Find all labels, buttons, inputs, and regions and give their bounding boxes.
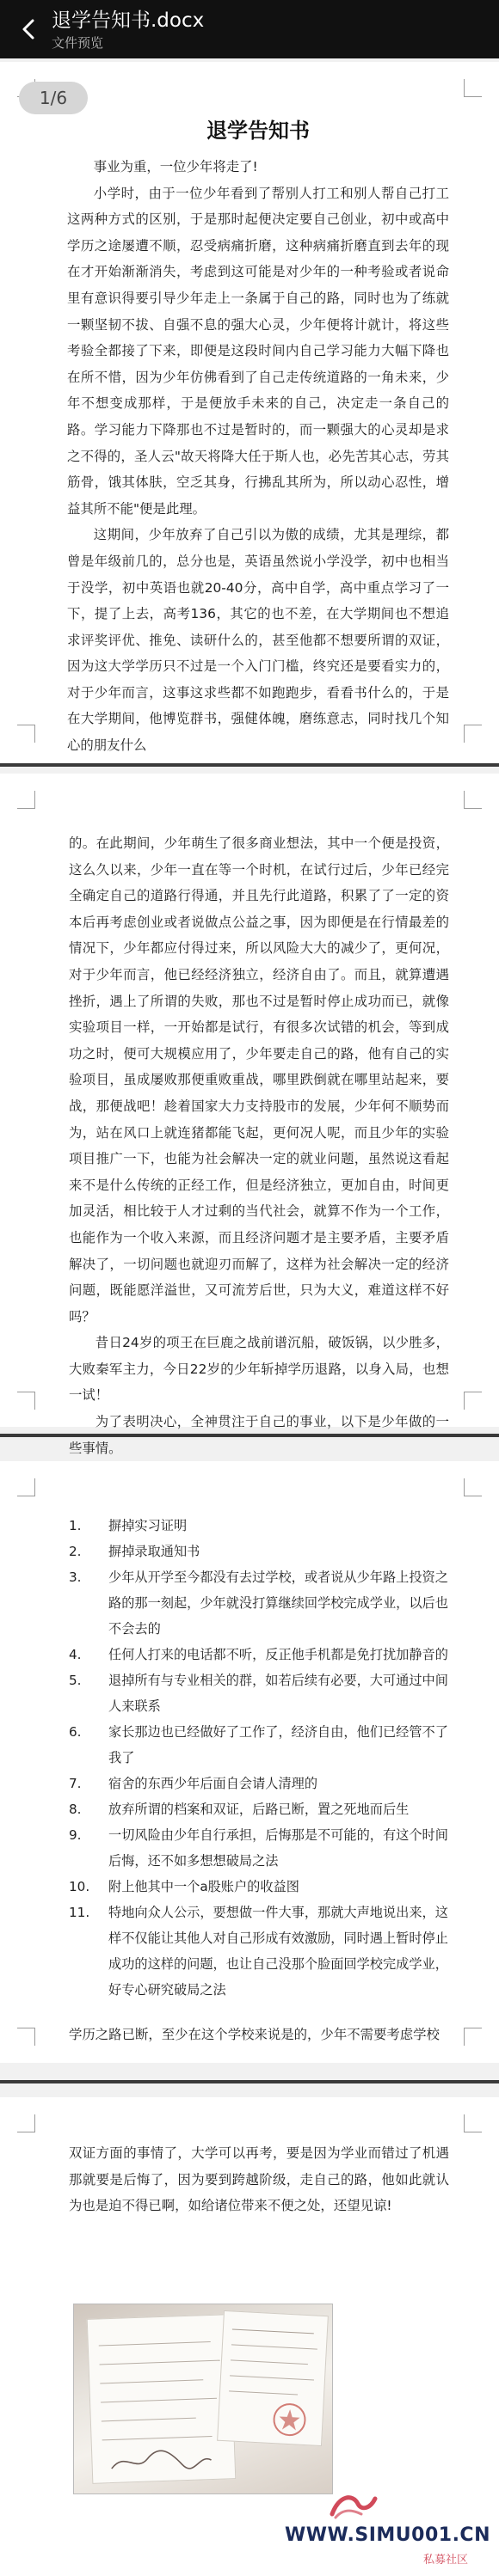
document-page-1 — [0, 62, 499, 767]
document-page-3 — [0, 1461, 499, 2063]
paragraph: 事业为重，一位少年将走了! — [93, 159, 258, 174]
list-item-text: 任何人打来的电话都不听，反正他手机都是免打扰加静音的 — [108, 1647, 448, 1662]
list-item-number: 6. — [69, 1724, 82, 1740]
page-corner-mark — [464, 79, 482, 97]
page-corner-mark — [464, 1392, 482, 1410]
page-separator — [0, 763, 499, 767]
site-watermark — [285, 2488, 490, 2570]
watermark-subtitle: 私募社区 — [422, 2554, 468, 2567]
list-item-text: 一切风险由少年自行承担，后悔那是不可能的，有这个时间后悔，还不如多想想破局之法 — [108, 1827, 448, 1869]
page-corner-mark — [17, 1392, 35, 1410]
list-item — [69, 1796, 449, 1822]
list-item-number: 3. — [69, 1569, 82, 1585]
list-item — [69, 1667, 449, 1719]
watermark-brand: WWW.SIMU001.CN — [285, 2524, 490, 2546]
document-title: 退学告知书 — [206, 119, 310, 143]
list-item-text: 家长那边也已经做好了工作了，经济自由，他们已经管不了我了 — [108, 1724, 448, 1765]
list-item — [69, 1513, 449, 1539]
list-item — [69, 1539, 449, 1564]
paragraph: 为了表明决心，全神贯注于自己的事业，以下是少年做的一些事情。 — [69, 1414, 449, 1456]
file-preview-label: 文件预览 — [52, 35, 104, 51]
list-item — [69, 1874, 449, 1900]
list-item-number: 1. — [69, 1518, 82, 1533]
page-indicator: 1/6 — [19, 82, 88, 114]
list-item — [69, 1771, 449, 1796]
list-item-number: 4. — [69, 1647, 82, 1662]
list-item-text: 宿舍的东西少年后面自会请人清理的 — [108, 1776, 317, 1791]
page-corner-mark — [17, 791, 35, 809]
signature-scribble-icon — [109, 2444, 213, 2477]
list-item-number: 11. — [69, 1905, 90, 1920]
list-item — [69, 1642, 449, 1667]
paragraph: 的。在此期间，少年萌生了很多商业想法，其中一个便是投资，这么久以来，少年一直在等一个时机，在试行过后，少年已经完全确定自己的道路行得通，并且先行此道路，积累了了一定的资本后再考虑创业或者说做点公益之事，因为即便是在行情最差的情况下，少年都应付得过来，所以风险大大的减少了，更何况，对于少年而言，他已经经济独立，经济自由了。而且，就算遭遇挫折，遇上了所谓的失败，那也不过是暂时停止成功而已，就像实验项目一样，一开始都是试行，有很多次试错的机会，等到成功之时，便可大规模应用了，少年要走自己的路，他有自己的实验项目，虽成屡败那便重败重战，哪里跌倒就在哪里站起来，要战，那便战吧！趁着国家大力支持股市的发展，少年何不顺势而为，站在风口上就连猪都能飞起，更何况人呢，而且少年的实验项目推广一下，也能为社会解决一定的就业问题，虽然说这看起来不是什么传统的正经工作，但是经济独立，更加自由，时间更加灵活，相比较于人才过剩的当代社会，就算不作为一个工作，也能作为一个收入来源，而且经济问题才是主要矛盾，主要矛盾解决了，一切问题也就迎刃而解了，这样为社会解决一定的经济问题，既能愿洋溢世，又可流芳后世，只为大义，难道这样不好吗？ — [69, 835, 449, 1325]
list-item-number: 5. — [69, 1673, 82, 1688]
photo-notice-sheet — [217, 2310, 329, 2446]
document-page-2 — [0, 774, 499, 1456]
list-item — [69, 1900, 449, 2003]
page-separator — [0, 1434, 499, 1437]
seal-stamp-icon — [269, 2400, 309, 2439]
list-item-text: 特地向众人公示，要想做一件大事，那就大声地说出来，这样不仅能让其他人对自己形成有效激励，同时遇上暂时停止成功的这样的问题，也让自己没那个脸面回学校完成学业，好专心研究破局之法 — [108, 1905, 448, 1998]
file-name: 退学告知书.docx — [52, 9, 205, 32]
list-item-text: 附上他其中一个a股账户的收益图 — [108, 1879, 299, 1894]
list-item-number: 8. — [69, 1802, 82, 1817]
list-item-number: 7. — [69, 1776, 82, 1791]
page-corner-mark — [17, 725, 35, 743]
page-corner-mark — [464, 1478, 482, 1496]
watermark-logo-icon — [327, 2488, 379, 2523]
list-item-number: 10. — [69, 1879, 90, 1894]
page-corner-mark — [464, 725, 482, 743]
list-item — [69, 1564, 449, 1642]
back-arrow-icon[interactable] — [17, 17, 41, 41]
top-bar — [0, 0, 499, 58]
page-corner-mark — [464, 2114, 482, 2132]
photo-certificate-sheet — [87, 2314, 237, 2484]
list-item-number: 9. — [69, 1827, 82, 1843]
list-item-text: 少年从开学至今都没有去过学校，或者说从少年路上投资之路的那一刻起，少年就没打算继续回学校完成学业，以后也不会去的 — [108, 1569, 448, 1637]
page-corner-mark — [17, 2114, 35, 2132]
list-item — [69, 1822, 449, 1874]
paragraph: 昔日24岁的项王在巨鹿之战前谱沉船，破饭锅，以少胜多，大败秦军主力，今日22岁的少年斩掉学历退路，以身入局，也想一试！ — [69, 1335, 449, 1404]
paragraph: 双证方面的事情了，大学可以再考，要是因为学业而错过了机遇那就要是后悔了，因为要到跨越阶级，走自己的路，他如此就认为也是迫不得已啊，如给诸位带来不便之处，还望见谅! — [69, 2145, 449, 2214]
paragraph: 这期间，少年放弃了自己引以为傲的成绩，尤其是理综，都曾是年级前几的，总分也是，英语虽然说小学没学，初中也相当于没学，初中英语也就20-40分，高中自学，高中重点学习了一下，提了上去，高考136，其它的也不差，在大学期间也不想追求评奖评优、推免、读研什么的，甚至他都不想要所谓的双证，因为这大学学历只不过是一个入门门槛，终究还是要看实力的，对于少年而言，这事这求些都不如跑跑步，看看书什么的，于是在大学期间，他博览群书，强健体魄，磨练意志，同时找几个知心的朋友什么 — [67, 527, 449, 754]
page-corner-mark — [17, 1478, 35, 1496]
embedded-photo — [73, 2304, 333, 2494]
title-group — [52, 9, 204, 52]
paragraph: 小学时，由于一位少年看到了帮别人打工和别人帮自己打工这两种方式的区别，于是那时起便决定要自己创业，初中或高中学历之途屡遭不顺，忍受病痛折磨，这种病痛折磨直到去年的现在才开始渐渐消失，考虑到这可能是对少年的一种考验或者说命里有意识得要引导少年走上一条属于自己的路，同时也为了练就一颗坚韧不拔、自强不息的强大心灵，少年便将计就计，将这些考验全都接了下来，即便是这段时间内自己学习能力大幅下降也在所不惜，因为少年仿佛看到了自己走传统道路的一角未来，少年不想变成那样，于是便放手未来的自己，决定走一条自己的路。学习能力下降那也不过是暂时的，而一颗强大的心灵却是求之不得的，圣人云"故天将降大任于斯人也，必先苦其心志，劳其筋骨，饿其体肤，空乏其身，行拂乱其所为，所以动心忍性，增益其所不能"便是此理。 — [67, 185, 449, 517]
page-corner-mark — [464, 2028, 482, 2046]
page-separator — [0, 2080, 499, 2083]
page-corner-mark — [17, 2028, 35, 2046]
list-item-text: 摒掉实习证明 — [108, 1518, 188, 1533]
action-list — [69, 1513, 449, 2003]
list-item — [69, 1719, 449, 1771]
list-item-text: 放弃所谓的档案和双证，后路已断，置之死地而后生 — [108, 1802, 410, 1817]
list-item-number: 2. — [69, 1544, 82, 1559]
list-item-text: 摒掉录取通知书 — [108, 1544, 200, 1559]
page-corner-mark — [464, 791, 482, 809]
paragraph: 学历之路已断，至少在这个学校来说是的，少年不需要考虑学校 — [69, 2027, 440, 2042]
list-item-text: 退掉所有与专业相关的群，如若后续有必要，大可通过中间人来联系 — [108, 1673, 448, 1714]
